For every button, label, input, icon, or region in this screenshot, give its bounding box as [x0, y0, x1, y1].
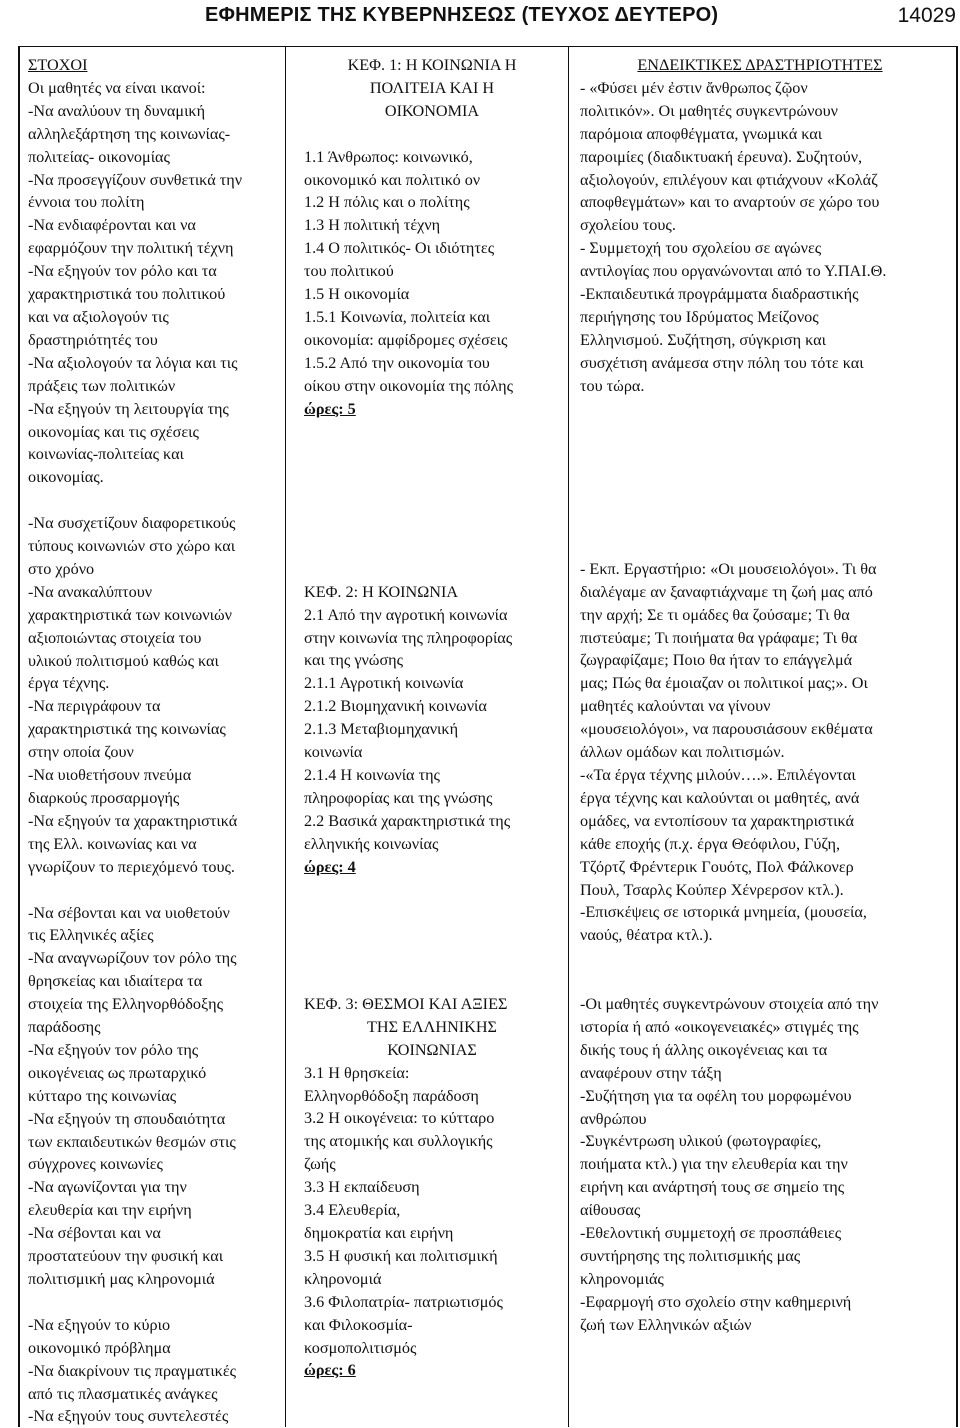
chapters-line: Ελληνορθόδοξη παράδοση — [304, 1086, 479, 1105]
chapters-line: κοινωνία — [304, 743, 363, 762]
chapters-line: 1.3 Η πολιτική τέχνη — [304, 216, 441, 235]
blank-line — [580, 535, 940, 558]
chapters-line: 1.1 Άνθρωπος: κοινωνικό, — [304, 147, 473, 166]
chapters-line: ΚΟΙΝΩΝΙΑΣ — [387, 1040, 477, 1059]
blank-line — [580, 512, 940, 535]
chapters-line: της ατομικής και συλλογικής — [304, 1132, 493, 1151]
chapters-line: 1.4 Ο πολιτικός- Οι ιδιότητες — [304, 239, 495, 258]
blank-line — [580, 466, 940, 489]
objectives-line: -Να αγωνίζονται για την — [28, 1178, 187, 1197]
activities-line: άλλων ομάδων και πολιτισμών. — [580, 743, 785, 762]
objectives-heading: ΣΤΟΧΟΙ — [28, 56, 88, 74]
objectives-line: -Να αναγνωρίζουν τον ρόλο της — [28, 949, 237, 968]
objectives-line: από τις πλασματικές ανάγκες — [28, 1384, 218, 1403]
blank-line — [304, 970, 560, 993]
blank-line — [304, 489, 560, 512]
chapters-line: ΚΕΦ. 2: Η ΚΟΙΝΩΝΙΑ — [304, 582, 459, 601]
page-header — [0, 0, 960, 32]
chapters-line: 3.6 Φιλοπατρία- πατριωτισμός — [304, 1292, 503, 1311]
activities-line: - Εκπ. Εργαστήριο: «Οι μουσειολόγοι». Τι θα — [580, 559, 877, 578]
objectives-text — [28, 77, 280, 1428]
activities-line: ιστορία ή από «οικογενειακές» στιγμές της — [580, 1017, 859, 1036]
column-divider-1 — [285, 46, 286, 1427]
chapters-line: ΤΗΣ ΕΛΛΗΝΙΚΗΣ — [367, 1017, 497, 1036]
objectives-line: οικονομικό πρόβλημα — [28, 1338, 171, 1357]
chapters-line: και της γνώσης — [304, 651, 404, 670]
activities-line: έργα τέχνης και καλούνται οι μαθητές, ανά — [580, 788, 860, 807]
blank-line — [28, 879, 280, 902]
objectives-line: -Να εξηγούν τον ρόλο της — [28, 1040, 199, 1059]
objectives-line: -Να σέβονται και να υιοθετούν — [28, 903, 230, 922]
chapters-line: του πολιτικού — [304, 262, 394, 281]
objectives-line: κοινωνίας-πολιτείας και — [28, 445, 184, 464]
chapters-line: 3.4 Ελευθερία, — [304, 1201, 401, 1220]
activities-line: περιήγησης του Ιδρύματος Μείζονος — [580, 307, 819, 326]
objectives-line: -Να υιοθετήσουν πνεύμα — [28, 766, 192, 785]
objectives-line: διαρκούς προσαρμογής — [28, 788, 180, 807]
blank-line — [28, 1291, 280, 1314]
activities-line: συσχέτιση ανάμεσα στην πόλη του τότε και — [580, 353, 864, 372]
activities-line: ποιήματα κτλ.) για την ελευθερία και την — [580, 1155, 848, 1174]
blank-line — [304, 443, 560, 466]
chapters-line: 2.1.4 Η κοινωνία της — [304, 765, 440, 784]
activities-line: -Οι μαθητές συγκεντρώνουν στοιχεία από την — [580, 995, 879, 1014]
activities-line: συντήρησης της πολιτισμικής μας — [580, 1246, 801, 1265]
chapters-line: ΠΟΛΙΤΕΙΑ ΚΑΙ Η — [369, 78, 495, 97]
blank-line — [304, 924, 560, 947]
chapters-column — [304, 54, 560, 1382]
chapters-line: 3.1 Η θρησκεία: — [304, 1063, 410, 1082]
chapters-line: οικονομικό και πολιτικό ον — [304, 170, 481, 189]
gazette-title: ΕΦΗΜΕΡΙΣ ΤΗΣ ΚΥΒΕΡΝΗΣΕΩΣ (ΤΕΥΧΟΣ ΔΕΥΤΕΡΟ) — [205, 4, 719, 26]
objectives-line: δραστηριότητές του — [28, 330, 158, 349]
objectives-line: προστατεύουν την φυσική και — [28, 1247, 224, 1266]
activities-line: αναφέρουν στην τάξη — [580, 1063, 722, 1082]
blank-line — [304, 535, 560, 558]
blank-line — [28, 489, 280, 512]
chapters-line: 2.1.1 Αγροτική κοινωνία — [304, 674, 464, 693]
objectives-line: -Να αξιολογούν τα λόγια και τις — [28, 353, 238, 372]
objectives-line: -Να ανακαλύπτουν — [28, 582, 153, 601]
activities-line: -Συζήτηση για τα οφέλη του μορφωμένου — [580, 1086, 852, 1105]
chapters-line: 1.2 Η πόλις και ο πολίτης — [304, 193, 470, 212]
chapters-line: 3.3 Η εκπαίδευση — [304, 1178, 420, 1197]
objectives-line: ελευθερία και την ειρήνη — [28, 1201, 192, 1220]
hours-label: ώρες: 5 — [304, 399, 356, 418]
chapters-line: στην κοινωνία της πληροφορίας — [304, 628, 513, 647]
objectives-line: -Να διακρίνουν τις πραγματικές — [28, 1361, 237, 1380]
chapters-line: 2.1 Από την αγροτική κοινωνία — [304, 605, 508, 624]
objectives-line: έργα τέχνης. — [28, 674, 110, 693]
activities-line: παρόμοια αποφθέγματα, γνωμικά και — [580, 124, 823, 143]
blank-line — [304, 879, 560, 902]
blank-line — [580, 970, 940, 993]
objectives-line: στην οποία ζουν — [28, 743, 134, 762]
chapters-line: 2.2 Βασικά χαρακτηριστικά της — [304, 811, 511, 830]
chapters-line: οίκου στην οικονομία της πόλης — [304, 376, 514, 395]
objectives-line: -Να εξηγούν το κύριο — [28, 1315, 171, 1334]
chapters-line: και Φιλοκοσμία- — [304, 1315, 413, 1334]
objectives-line: χαρακτηριστικά της κοινωνίας — [28, 720, 226, 739]
objectives-line: -Να εξηγούν τη σπουδαιότητα — [28, 1109, 226, 1128]
blank-line — [580, 947, 940, 970]
column-divider-2 — [568, 46, 569, 1427]
chapters-line: ΚΕΦ. 3: ΘΕΣΜΟΙ ΚΑΙ ΑΞΙΕΣ — [304, 994, 508, 1013]
chapters-line: οικονομία: αμφίδρομες σχέσεις — [304, 330, 508, 349]
objectives-line: αξιοποιώντας στοιχεία του — [28, 628, 202, 647]
activities-line: -Εφαρμογή στο σχολείο στην καθημερινή — [580, 1292, 852, 1311]
chapters-line: 1.5.1 Κοινωνία, πολιτεία και — [304, 307, 491, 326]
activities-text — [580, 77, 940, 1337]
chapters-line: ΟΙΚΟΝΟΜΙΑ — [384, 101, 480, 120]
objectives-line: -Να αναλύουν τη δυναμική — [28, 101, 206, 120]
activities-line: Πουλ, Τσαρλς Κούπερ Χένρερσον κτλ.). — [580, 880, 844, 899]
objectives-line: -Να σέβονται και να — [28, 1224, 161, 1243]
objectives-line: πολιτισμική μας κληρονομιά — [28, 1270, 215, 1288]
objectives-line: τις Ελληνικές αξίες — [28, 926, 154, 945]
activities-line: -Εκπαιδευτικά προγράμματα διαδραστικής — [580, 285, 859, 304]
objectives-line: -Να περιγράφουν τα — [28, 697, 161, 716]
blank-line — [304, 512, 560, 535]
chapters-line: 2.1.3 Μεταβιομηχανική — [304, 720, 459, 739]
objectives-line: οικονομίας. — [28, 468, 104, 487]
objectives-line: -Να εξηγούν τον ρόλο και τα — [28, 262, 217, 281]
objectives-line: στοιχεία της Ελληνορθόδοξης — [28, 995, 224, 1014]
objectives-line: -Να συσχετίζουν διαφορετικούς — [28, 514, 236, 533]
activities-line: ζωή των Ελληνικών αξιών — [580, 1315, 752, 1334]
activities-line: -«Τα έργα τέχνης μιλούν….». Επιλέγονται — [580, 765, 856, 784]
objectives-line: οικογένειας ως πρωταρχικό — [28, 1063, 207, 1082]
objectives-line: γνωρίζουν το περιεχόμενό τους. — [28, 857, 235, 876]
activities-line: -Συγκέντρωση υλικού (φωτογραφίες, — [580, 1132, 822, 1151]
blank-line — [304, 123, 560, 146]
objectives-line: εφαρμόζουν την πολιτική τέχνη — [28, 239, 234, 258]
activities-line: αξιολογούν, επιλέγουν και φτιάχνουν «Κολάζ — [580, 170, 878, 189]
activities-line: ομάδες, να εντοπίσουν τα χαρακτηριστικά — [580, 811, 855, 830]
objectives-line: παράδοσης — [28, 1018, 101, 1037]
chapters-line: ζωής — [304, 1155, 336, 1174]
objectives-line: των εκπαιδευτικών θεσμών στις — [28, 1132, 236, 1151]
activities-line: «μουσειολόγοι», να παρουσιάσουν εκθέματα — [580, 720, 873, 739]
activities-line: παροιμίες (διαδικτυακή έρευνα). Συζητούν, — [580, 147, 863, 166]
blank-line — [580, 443, 940, 466]
chapters-line: 3.5 Η φυσική και πολιτισμική — [304, 1246, 498, 1265]
chapters-line: πληροφορίας και της γνώσης — [304, 788, 493, 807]
objectives-line: της Ελλ. κοινωνίας και να — [28, 834, 197, 853]
activities-line: ανθρώπου — [580, 1109, 647, 1128]
objectives-line: χαρακτηριστικά των κοινωνιών — [28, 605, 232, 624]
activities-line: -Επισκέψεις σε ιστορικά μνημεία, (μουσεία, — [580, 903, 867, 922]
activities-column — [580, 54, 940, 1337]
chapters-line: 2.1.2 Βιομηχανική κοινωνία — [304, 697, 487, 716]
objectives-line: -Να εξηγούν τους συντελεστές — [28, 1407, 229, 1426]
chapters-line: δημοκρατία και ειρήνη — [304, 1224, 454, 1243]
objectives-line: Οι μαθητές να είναι ικανοί: — [28, 78, 206, 97]
objectives-line: πολιτείας- οικονομίας — [28, 147, 170, 166]
objectives-line: χαρακτηριστικά του πολιτικού — [28, 285, 226, 304]
objectives-line: -Να ενδιαφέρονται και να — [28, 216, 196, 235]
objectives-line: -Να εξηγούν τα χαρακτηριστικά — [28, 811, 238, 830]
objectives-line: τύπους κοινωνιών στο χώρο και — [28, 537, 236, 556]
blank-line — [304, 558, 560, 581]
activities-line: μας; Πώς θα έμοιαζαν οι πολιτικοί μας;». Οι — [580, 674, 868, 693]
activities-line: πολιτικόν». Οι μαθητές συγκεντρώνουν — [580, 101, 838, 120]
blank-line — [580, 398, 940, 421]
activities-line: σχολείου τους. — [580, 216, 676, 235]
activities-line: αποφθεγμάτων» και το αναρτούν σε χώρο του — [580, 193, 880, 212]
objectives-line: πράξεις των πολιτικών — [28, 376, 176, 395]
objectives-line: κύτταρο της κοινωνίας — [28, 1086, 177, 1105]
objectives-column — [28, 54, 280, 1428]
activities-line: μαθητές καλούνται να γίνουν — [580, 697, 771, 716]
activities-line: Τζόρτζ Φρέντερικ Γουότς, Πολ Φάλκονερ — [580, 857, 854, 876]
blank-line — [304, 947, 560, 970]
blank-line — [304, 901, 560, 924]
chapters-line: ελληνικής κοινωνίας — [304, 834, 439, 853]
objectives-line: και να αξιολογούν τις — [28, 307, 169, 326]
chapters-line: κοσμοπολιτισμός — [304, 1338, 417, 1357]
objectives-line: αλληλεξάρτηση της κοινωνίας- — [28, 124, 231, 143]
chapters-line: 1.5.2 Από την οικονομία του — [304, 353, 490, 372]
chapters-line: κληρονομιά — [304, 1269, 382, 1288]
activities-line: - Συμμετοχή του σχολείου σε αγώνες — [580, 239, 822, 258]
objectives-line: -Να εξηγούν τη λειτουργία της — [28, 399, 229, 418]
objectives-line: -Να προσεγγίζουν συνθετικά την — [28, 170, 243, 189]
blank-line — [304, 420, 560, 443]
activities-line: κάθε εποχής (π.χ. έργα Θεόφιλου, Γύζη, — [580, 834, 840, 853]
activities-line: διαλέγαμε αν ξαναφτιάχναμε τη ζωή μας από — [580, 582, 873, 601]
activities-line: δικής τους ή άλλης οικογένειας και τα — [580, 1040, 828, 1059]
page-number: 14029 — [897, 4, 956, 27]
blank-line — [304, 466, 560, 489]
activities-line: - «Φύσει μέν ἐστιν ἄνθρωπος ζῷον — [580, 78, 808, 97]
activities-line: ειρήνη και ανάρτησή τους σε σημείο της — [580, 1178, 845, 1197]
activities-line: -Εθελοντική συμμετοχή σε προσπάθειες — [580, 1224, 842, 1243]
activities-line: κληρονομιάς — [580, 1269, 664, 1288]
hours-label: ώρες: 6 — [304, 1361, 356, 1380]
chapters-text — [304, 54, 560, 1382]
activities-line: ζωγραφίζαμε; Ποιο θα ήταν το επάγγελμά — [580, 651, 853, 670]
activities-line: Ελληνισμού. Συζήτηση, σύγκριση και — [580, 330, 826, 349]
hours-label: ώρες: 4 — [304, 857, 356, 876]
blank-line — [580, 420, 940, 443]
objectives-line: θρησκείας και ιδιαίτερα τα — [28, 972, 203, 991]
objectives-line: στο χρόνο — [28, 559, 95, 578]
objectives-line: υλικού πολιτισμού καθώς και — [28, 651, 219, 670]
chapters-line: 3.2 Η οικογένεια: το κύτταρο — [304, 1109, 495, 1128]
objectives-line: οικονομίας και τις σχέσεις — [28, 422, 199, 441]
chapters-line: 1.5 Η οικονομία — [304, 285, 410, 304]
blank-line — [580, 489, 940, 512]
activities-line: την αρχή; Σε τι ομάδες θα ζούσαμε; Τι θα — [580, 605, 850, 624]
objectives-line: σύγχρονες κοινωνίες — [28, 1155, 163, 1174]
objectives-line: έννοια του πολίτη — [28, 193, 145, 212]
activities-heading: ΕΝΔΕΙΚΤΙΚΕΣ ΔΡΑΣΤΗΡΙΟΤΗΤΕΣ — [637, 56, 883, 74]
activities-line: του τώρα. — [580, 376, 645, 395]
chapters-line: ΚΕΦ. 1: Η ΚΟΙΝΩΝΙΑ Η — [347, 56, 517, 74]
activities-line: πιστεύαμε; Τι ποιήματα θα γράφαμε; Τι θα — [580, 628, 858, 647]
activities-line: αντιλογίας που οργανώνονται από το Υ.ΠΑΙ.Θ. — [580, 262, 887, 281]
activities-line: ναούς, θέατρα κτλ.). — [580, 926, 713, 945]
activities-line: αίθουσας — [580, 1201, 641, 1220]
